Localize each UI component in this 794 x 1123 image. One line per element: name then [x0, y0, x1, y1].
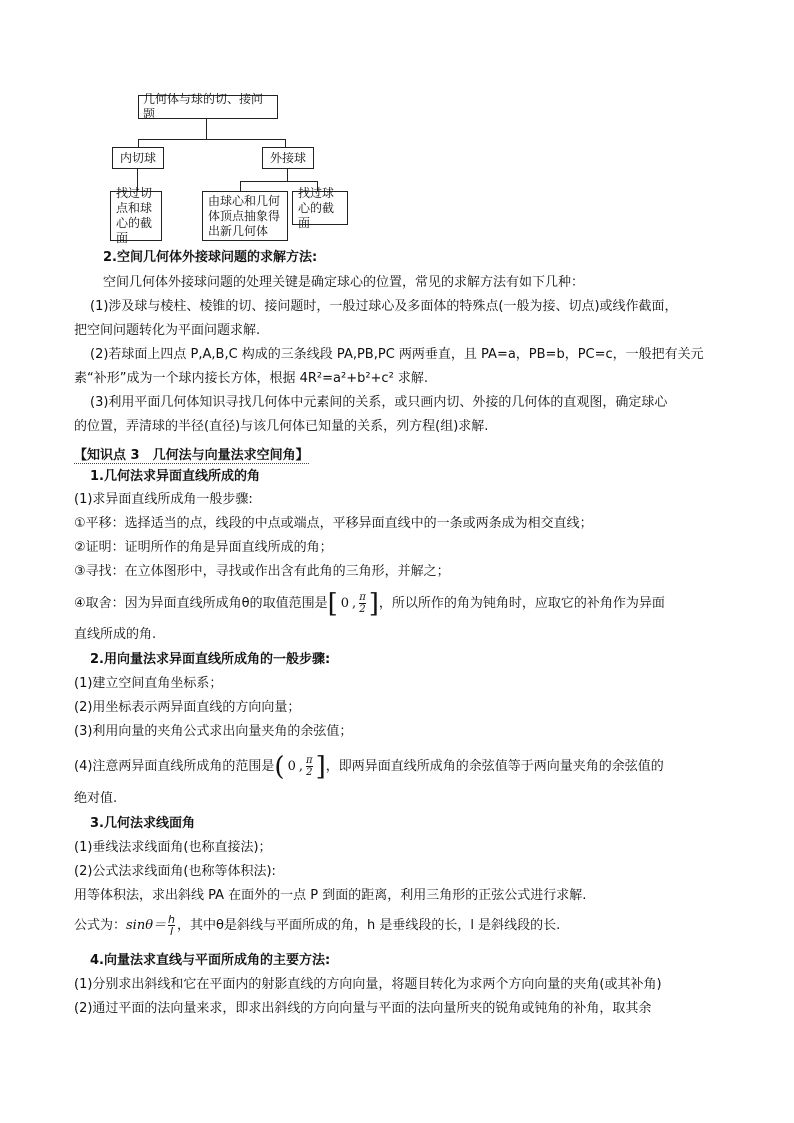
connector	[287, 169, 288, 181]
diagram-right-child-1-box	[202, 191, 288, 241]
section2-item2b: 素“补形”成为一个球内接长方体，根据 4R²=a²+b²+c² 求解.	[74, 371, 429, 386]
kp3-s3-2: (2)公式法求线面角(也称等体积法):	[74, 864, 276, 879]
kp3-s3-formula	[74, 914, 560, 937]
formula-lhs: sinθ＝	[126, 917, 167, 933]
diagram-right-child-1-label: 由球心和几何体顶点抽象得出新几何体	[208, 193, 281, 238]
kp3-s2-4-pre: (4)注意两异面直线所成角的范围是	[74, 758, 275, 774]
range-bracket-2: ( 0 , $\frac{\pi}{2}$ ]	[274, 751, 326, 782]
kp3-s1-step: (1)求异面直线所成角一般步骤:	[74, 492, 253, 507]
diagram-right-child-2-label: 找过球心的截面	[298, 185, 335, 230]
kp3-s1-d-post: ，所以所作的角为钝角时，应取它的补角作为异面	[378, 595, 665, 611]
section2-item1b: 把空间问题转化为平面问题求解.	[74, 323, 261, 338]
kp3-tag: 【知识点 3 几何法与向量法求空间角】	[74, 444, 309, 464]
kp3-s4-2: (2)通过平面的法向量来求，即求出斜线的方向向量与平面的法向量所夹的锐角或钝角的补角，取其余	[74, 1001, 652, 1016]
connector	[285, 139, 286, 147]
diagram-root-label: 几何体与球的切、接问题	[143, 92, 264, 121]
range-bracket: [ 0 , $\frac{\pi}{2}$ ]	[327, 588, 379, 619]
kp3-s2-4-post: ，即两异面直线所成角的余弦值等于两向量夹角的余弦值的	[325, 758, 664, 774]
kp3-s2-3: (3)利用向量的夹角公式求出向量夹角的余弦值；	[74, 724, 353, 739]
kp3-s2-1: (1)建立空间直角坐标系；	[74, 676, 223, 691]
connector	[138, 139, 139, 147]
diagram-right-label: 外接球	[269, 150, 306, 165]
section2-item3b: 的位置，弄清球的半径(直径)与该几何体已知量的关系，列方程(组)求解.	[74, 419, 489, 434]
kp3-s1-c: ③寻找：在立体图形中，寻找或作出含有此角的三角形，并解之；	[74, 564, 450, 579]
formula-fraction: $\frac{h}{l}$	[168, 913, 176, 938]
section2-item2a: (2)若球面上四点 P,A,B,C 构成的三条线段 PA,PB,PC 两两垂直，且 PA=a，PB=b，PC=c，一般把有关元	[90, 347, 704, 362]
kp3-s3-f-pre: 公式为：	[74, 917, 127, 933]
kp3-s2-title: 2.用向量法求异面直线所成角的一般步骤:	[90, 652, 331, 667]
section2-item3a: (3)利用平面几何体知识寻找几何体中元素间的关系，或只画内切、外接的几何体的直观图，确定球心	[90, 395, 668, 410]
diagram-left-child-label: 找过切点和球心的截面	[116, 186, 153, 245]
connector	[138, 139, 286, 140]
kp3-s1-d-tail: 直线所成的角.	[74, 627, 157, 642]
kp3-s3-1: (1)垂线法求线面角(也称直接法)；	[74, 840, 272, 855]
kp3-s1-d	[74, 588, 665, 619]
diagram-left-child-box	[110, 186, 162, 245]
kp3-s4-1: (1)分别求出斜线和它在平面内的射影直线的方向向量，将题目转化为求两个方向向量的夹角(或其补角)	[74, 977, 662, 992]
section2-title: 2.空间几何体外接球问题的求解方法:	[103, 250, 318, 265]
kp3-s1-title: 1.几何法求异面直线所成的角	[90, 469, 260, 484]
kp3-s2-4	[74, 751, 664, 782]
diagram-right-child-2-box	[292, 185, 348, 230]
kp3-s3-f-post: ，其中θ是斜线与平面所成的角，h 是垂线段的长，l 是斜线段的长.	[177, 917, 561, 933]
kp3-s1-a: ①平移：选择适当的点，线段的中点或端点，平移异面直线中的一条或两条成为相交直线；	[74, 516, 593, 531]
diagram-right-box	[262, 147, 314, 169]
kp3-s1-d-pre: ④取舍：因为异面直线所成角θ的取值范围是	[74, 595, 328, 611]
diagram-left-box	[112, 147, 164, 169]
connector	[240, 181, 241, 191]
kp3-s1-b: ②证明：证明所作的角是异面直线所成的角；	[74, 540, 333, 555]
connector	[240, 181, 318, 182]
connector	[206, 119, 207, 139]
kp3-s2-4-tail: 绝对值.	[74, 791, 118, 806]
kp3-s2-2: (2)用坐标表示两异面直线的方向向量；	[74, 700, 301, 715]
kp3-s3-3: 用等体积法，求出斜线 PA 在面外的一点 P 到面的距离，利用三角形的正弦公式进行求解.	[74, 888, 587, 903]
diagram-root-box	[138, 92, 278, 121]
kp3-s4-title: 4.向量法求直线与平面所成角的主要方法:	[90, 953, 331, 968]
kp3-s3-title: 3.几何法求线面角	[90, 816, 195, 831]
section2-item1a: (1)涉及球与棱柱、棱锥的切、接问题时，一般过球心及多面体的特殊点(一般为接、切点)或线作截面，	[90, 299, 678, 314]
diagram-left-label: 内切球	[119, 150, 156, 165]
section2-intro: 空间几何体外接球问题的处理关键是确定球心的位置，常见的求解方法有如下几种：	[103, 275, 585, 290]
